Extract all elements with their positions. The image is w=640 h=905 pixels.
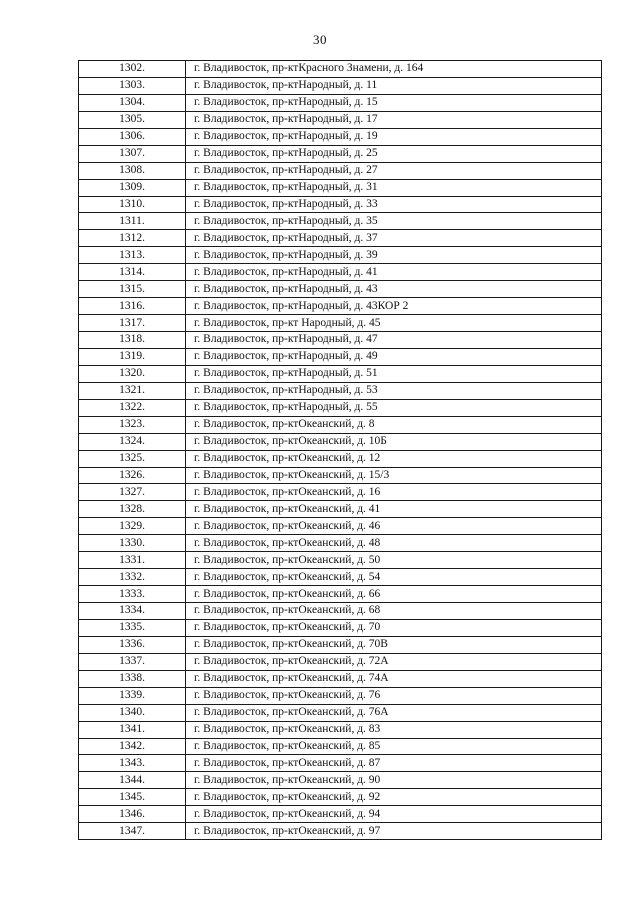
row-number-cell: 1341. [79,721,186,738]
table-row [79,569,602,586]
row-number-cell: 1343. [79,755,186,772]
row-number-cell: 1319. [79,348,186,365]
address-cell: г. Владивосток, пр-ктНародный, д. 33 [186,196,602,213]
table-row [79,467,602,484]
row-number-cell: 1309. [79,179,186,196]
table-row [79,450,602,467]
table-row [79,586,602,603]
row-number-cell: 1313. [79,247,186,264]
address-cell: г. Владивосток, пр-ктОкеанский, д. 46 [186,518,602,535]
address-cell: г. Владивосток, пр-ктОкеанский, д. 76 [186,687,602,704]
table-row [79,518,602,535]
address-cell: г. Владивосток, пр-ктОкеанский, д. 92 [186,789,602,806]
row-number-cell: 1308. [79,162,186,179]
table-row [79,687,602,704]
address-cell: г. Владивосток, пр-ктОкеанский, д. 48 [186,535,602,552]
table-row [79,94,602,111]
row-number-cell: 1310. [79,196,186,213]
table-row [79,721,602,738]
table-row [79,619,602,636]
row-number-cell: 1302. [79,61,186,78]
table-row [79,399,602,416]
address-cell: г. Владивосток, пр-ктНародный, д. 47 [186,332,602,349]
address-cell: г. Владивосток, пр-кт Народный, д. 45 [186,315,602,332]
address-cell: г. Владивосток, пр-ктОкеанский, д. 68 [186,603,602,620]
table-row [79,298,602,315]
table-row [79,535,602,552]
table-row [79,382,602,399]
address-cell: г. Владивосток, пр-ктОкеанский, д. 15/3 [186,467,602,484]
address-cell: г. Владивосток, пр-ктОкеанский, д. 83 [186,721,602,738]
table-row [79,162,602,179]
table-row [79,416,602,433]
address-cell: г. Владивосток, пр-ктНародный, д. 17 [186,111,602,128]
address-cell: г. Владивосток, пр-ктОкеанский, д. 76А [186,704,602,721]
table-row [79,704,602,721]
address-table-body [79,61,602,840]
row-number-cell: 1326. [79,467,186,484]
address-cell: г. Владивосток, пр-ктОкеанский, д. 70 [186,619,602,636]
row-number-cell: 1322. [79,399,186,416]
row-number-cell: 1303. [79,77,186,94]
table-row [79,738,602,755]
address-cell: г. Владивосток, пр-ктНародный, д. 35 [186,213,602,230]
address-cell: г. Владивосток, пр-ктНародный, д. 43КОР 2 [186,298,602,315]
row-number-cell: 1304. [79,94,186,111]
row-number-cell: 1307. [79,145,186,162]
address-cell: г. Владивосток, пр-ктОкеанский, д. 87 [186,755,602,772]
table-row [79,348,602,365]
address-cell: г. Владивосток, пр-ктНародный, д. 19 [186,128,602,145]
address-cell: г. Владивосток, пр-ктНародный, д. 11 [186,77,602,94]
address-cell: г. Владивосток, пр-ктОкеанский, д. 72А [186,653,602,670]
address-cell: г. Владивосток, пр-ктКрасного Знамени, д. 164 [186,61,602,78]
row-number-cell: 1336. [79,636,186,653]
address-cell: г. Владивосток, пр-ктОкеанский, д. 50 [186,552,602,569]
address-cell: г. Владивосток, пр-ктОкеанский, д. 12 [186,450,602,467]
address-cell: г. Владивосток, пр-ктОкеанский, д. 41 [186,501,602,518]
table-row [79,823,602,840]
table-row [79,61,602,78]
row-number-cell: 1317. [79,315,186,332]
address-cell: г. Владивосток, пр-ктОкеанский, д. 70В [186,636,602,653]
address-cell: г. Владивосток, пр-ктОкеанский, д. 16 [186,484,602,501]
table-row [79,213,602,230]
row-number-cell: 1347. [79,823,186,840]
address-cell: г. Владивосток, пр-ктОкеанский, д. 10Б [186,433,602,450]
row-number-cell: 1305. [79,111,186,128]
table-row [79,806,602,823]
row-number-cell: 1346. [79,806,186,823]
row-number-cell: 1333. [79,586,186,603]
table-row [79,501,602,518]
address-cell: г. Владивосток, пр-ктНародный, д. 25 [186,145,602,162]
table-row [79,603,602,620]
table-row [79,552,602,569]
table-row [79,179,602,196]
table-row [79,433,602,450]
address-cell: г. Владивосток, пр-ктНародный, д. 39 [186,247,602,264]
row-number-cell: 1334. [79,603,186,620]
address-cell: г. Владивосток, пр-ктОкеанский, д. 74А [186,670,602,687]
table-row [79,111,602,128]
table-row [79,264,602,281]
table-row [79,789,602,806]
table-row [79,636,602,653]
table-row [79,365,602,382]
row-number-cell: 1321. [79,382,186,399]
row-number-cell: 1306. [79,128,186,145]
table-row [79,670,602,687]
row-number-cell: 1325. [79,450,186,467]
table-row [79,332,602,349]
table-row [79,247,602,264]
row-number-cell: 1329. [79,518,186,535]
table-row [79,230,602,247]
row-number-cell: 1320. [79,365,186,382]
table-row [79,196,602,213]
address-table [78,60,602,840]
table-row [79,128,602,145]
table-row [79,484,602,501]
row-number-cell: 1318. [79,332,186,349]
row-number-cell: 1324. [79,433,186,450]
row-number-cell: 1337. [79,653,186,670]
address-cell: г. Владивосток, пр-ктНародный, д. 53 [186,382,602,399]
row-number-cell: 1312. [79,230,186,247]
address-cell: г. Владивосток, пр-ктНародный, д. 41 [186,264,602,281]
row-number-cell: 1332. [79,569,186,586]
table-row [79,145,602,162]
address-cell: г. Владивосток, пр-ктОкеанский, д. 85 [186,738,602,755]
address-cell: г. Владивосток, пр-ктНародный, д. 27 [186,162,602,179]
row-number-cell: 1342. [79,738,186,755]
row-number-cell: 1335. [79,619,186,636]
row-number-cell: 1338. [79,670,186,687]
row-number-cell: 1345. [79,789,186,806]
address-cell: г. Владивосток, пр-ктНародный, д. 49 [186,348,602,365]
row-number-cell: 1340. [79,704,186,721]
row-number-cell: 1314. [79,264,186,281]
address-cell: г. Владивосток, пр-ктНародный, д. 31 [186,179,602,196]
row-number-cell: 1330. [79,535,186,552]
address-cell: г. Владивосток, пр-ктОкеанский, д. 8 [186,416,602,433]
table-row [79,653,602,670]
row-number-cell: 1311. [79,213,186,230]
row-number-cell: 1323. [79,416,186,433]
address-cell: г. Владивосток, пр-ктНародный, д. 43 [186,281,602,298]
row-number-cell: 1344. [79,772,186,789]
page-number: 30 [313,32,327,47]
address-cell: г. Владивосток, пр-ктНародный, д. 37 [186,230,602,247]
address-cell: г. Владивосток, пр-ктОкеанский, д. 54 [186,569,602,586]
row-number-cell: 1315. [79,281,186,298]
table-row [79,77,602,94]
table-row [79,755,602,772]
table-row [79,281,602,298]
row-number-cell: 1339. [79,687,186,704]
address-cell: г. Владивосток, пр-ктНародный, д. 15 [186,94,602,111]
row-number-cell: 1316. [79,298,186,315]
address-cell: г. Владивосток, пр-ктОкеанский, д. 66 [186,586,602,603]
row-number-cell: 1331. [79,552,186,569]
row-number-cell: 1328. [79,501,186,518]
address-cell: г. Владивосток, пр-ктНародный, д. 51 [186,365,602,382]
table-row [79,315,602,332]
address-cell: г. Владивосток, пр-ктОкеанский, д. 94 [186,806,602,823]
table-row [79,772,602,789]
address-cell: г. Владивосток, пр-ктНародный, д. 55 [186,399,602,416]
address-cell: г. Владивосток, пр-ктОкеанский, д. 90 [186,772,602,789]
row-number-cell: 1327. [79,484,186,501]
address-cell: г. Владивосток, пр-ктОкеанский, д. 97 [186,823,602,840]
